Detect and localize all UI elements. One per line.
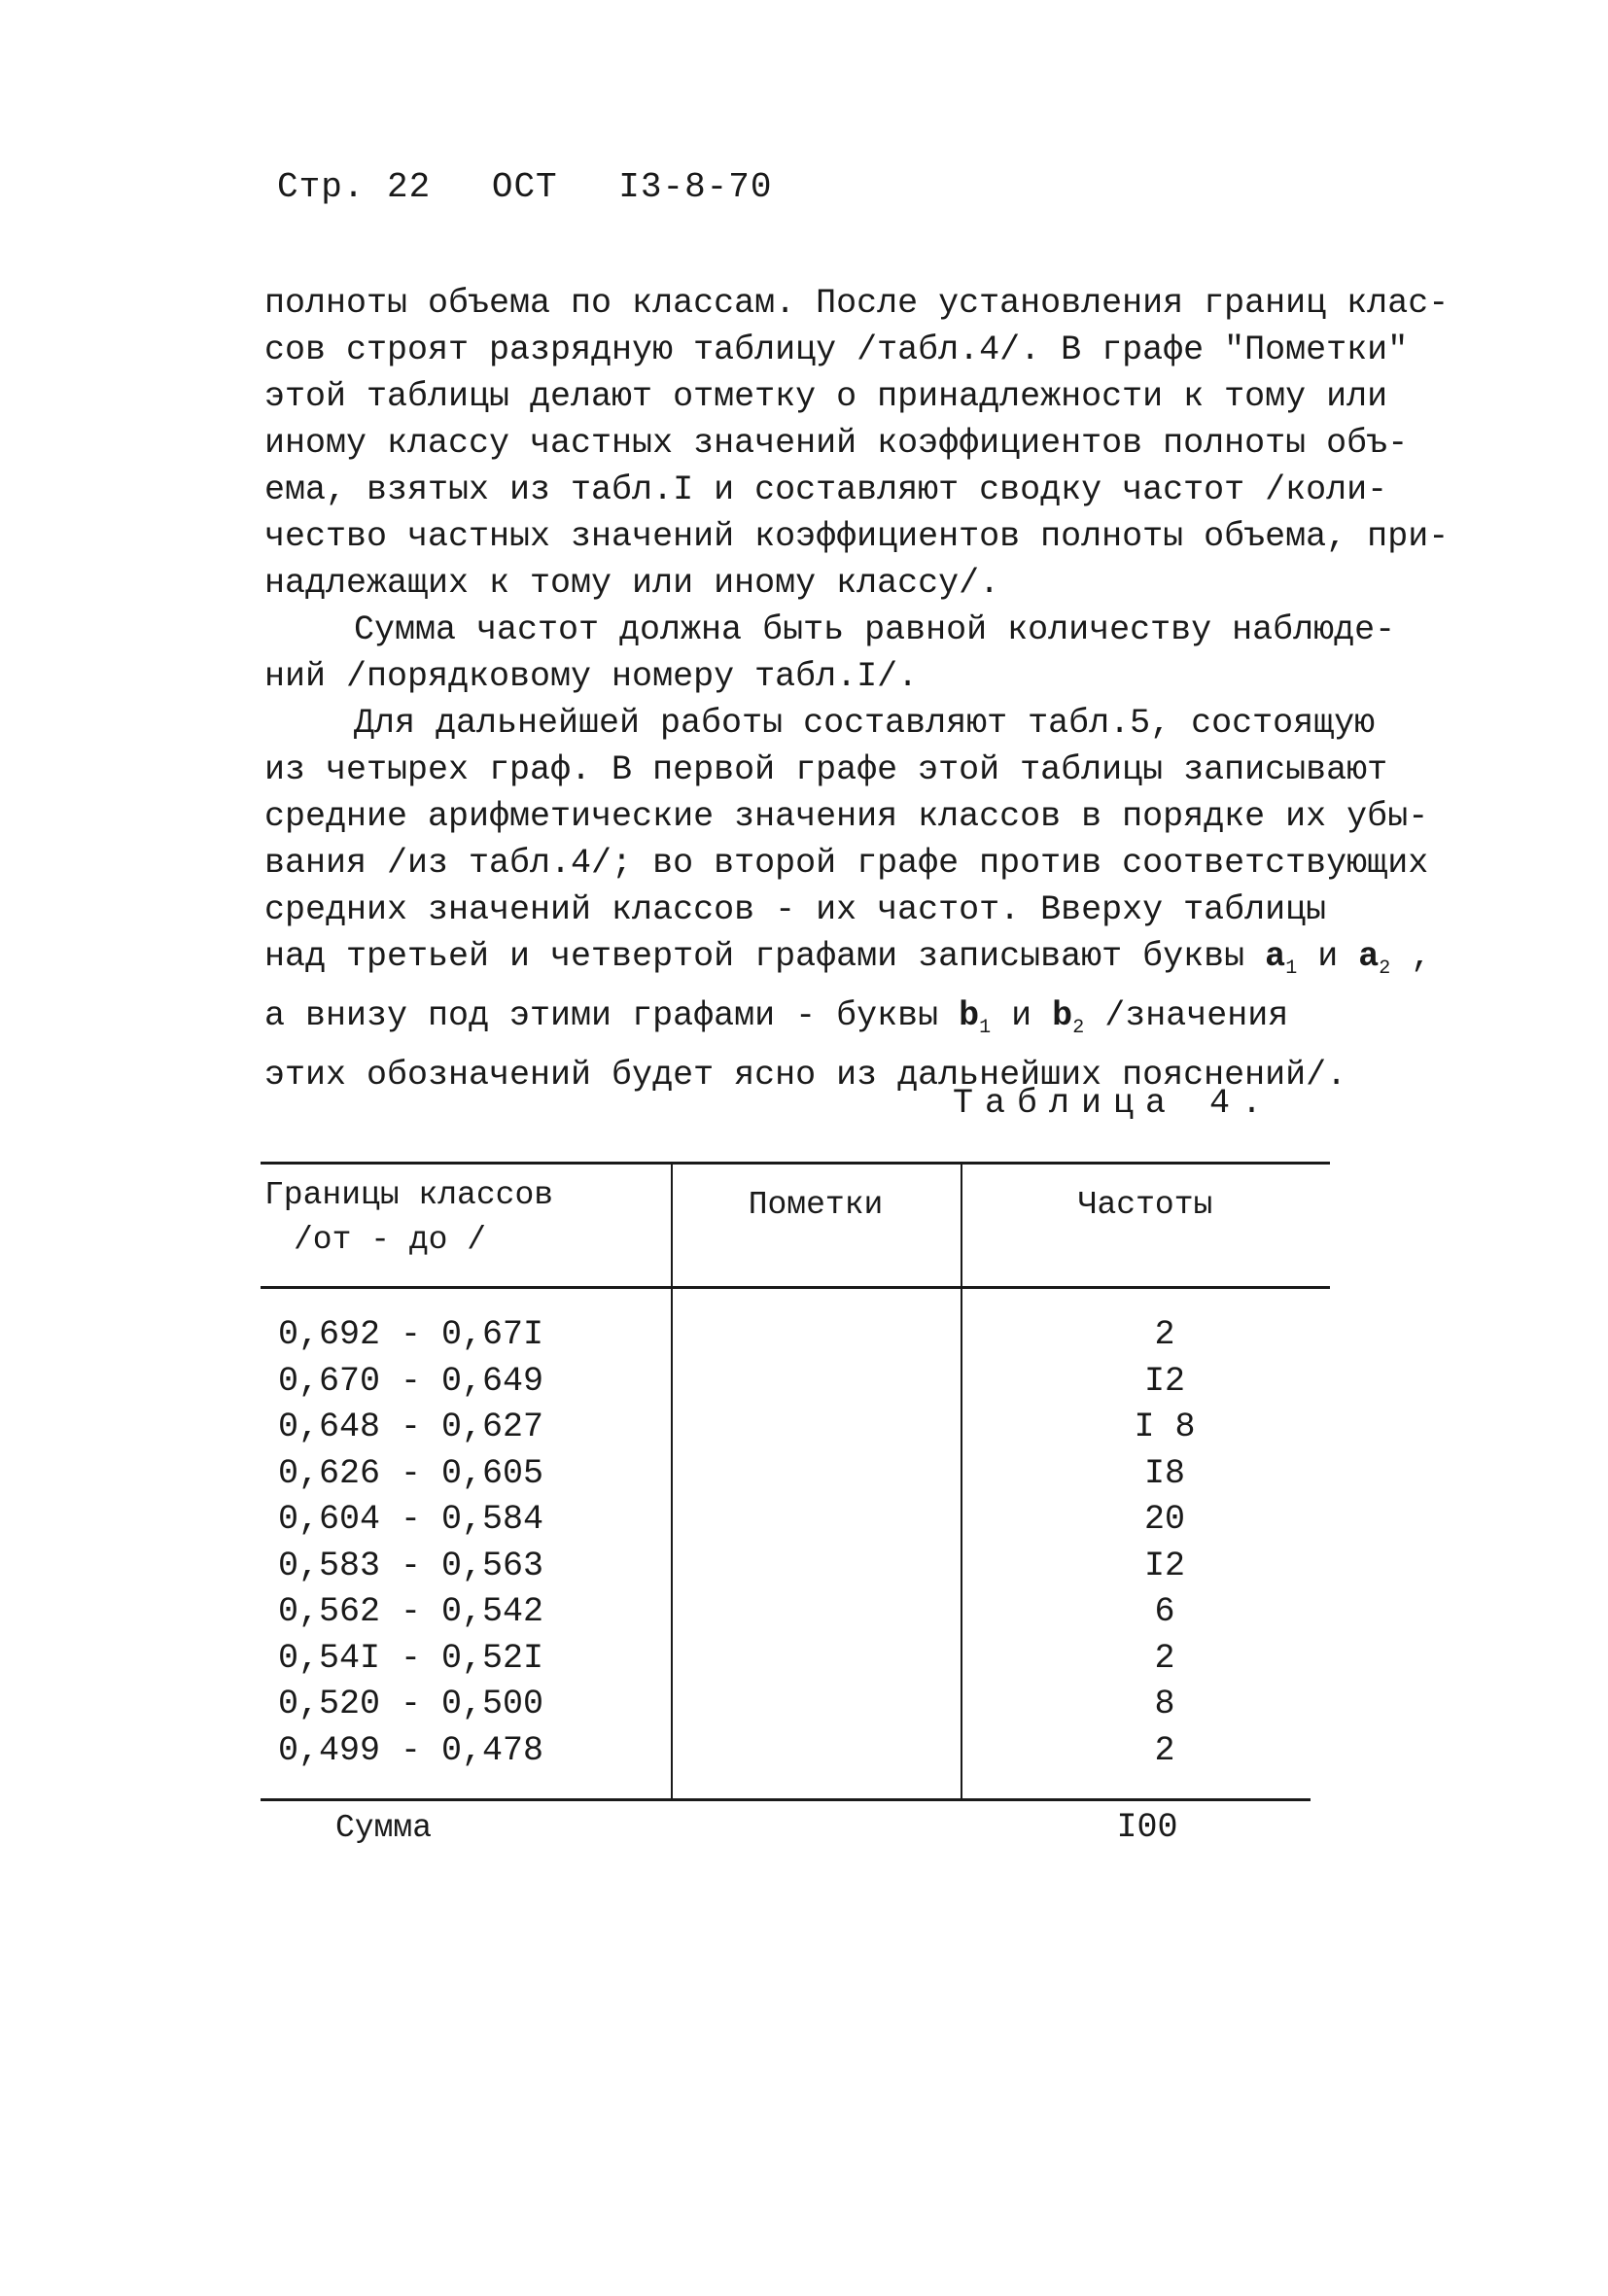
table-row: [278, 1451, 1250, 1498]
text-line: ний /порядковому номеру табл.I/.: [264, 657, 919, 696]
standard-number: I3-8-70: [618, 167, 773, 207]
page-header: [277, 167, 812, 207]
class-range: 0,583 - 0,563: [278, 1546, 544, 1585]
line-text: ,: [1390, 937, 1432, 976]
text-line: Для дальнейшей работы составляют табл.5, состоящую: [354, 704, 1376, 743]
table-row: [278, 1359, 1250, 1406]
text-line-with-symbols-b: [264, 992, 1353, 1052]
frequency: 8: [1154, 1685, 1175, 1723]
subscript: 2: [1072, 1017, 1085, 1039]
text-line: надлежащих к тому или иному классу/.: [264, 564, 1000, 603]
class-range: 0,648 - 0,627: [278, 1408, 544, 1446]
subscript: 1: [1285, 957, 1298, 980]
table-bottom-rule: [261, 1798, 1311, 1801]
standard-label: ОСТ: [491, 167, 558, 207]
text-line: чество частных значений коэффициентов полноты объема, при-: [264, 517, 1450, 556]
table-row: [278, 1682, 1250, 1728]
frequency: 2: [1154, 1315, 1175, 1354]
frequency: 2: [1154, 1638, 1175, 1678]
header-marks: Пометки: [748, 1187, 884, 1223]
line-text: а внизу под этими графами - буквы: [264, 996, 960, 1035]
symbol-b2: b: [1052, 996, 1073, 1035]
table-row: [278, 1405, 1250, 1451]
frequency: I 8: [1134, 1408, 1196, 1446]
class-range: 0,54I - 0,52I: [278, 1638, 544, 1678]
frequency: 20: [1143, 1500, 1185, 1539]
sum-label: Сумма: [335, 1810, 433, 1846]
symbol-a1: a: [1265, 937, 1286, 976]
class-range: 0,670 - 0,649: [278, 1361, 544, 1401]
table-row: [278, 1544, 1250, 1590]
text-line: из четырех граф. В первой графе этой таблицы записывают: [264, 750, 1388, 789]
frequency: 2: [1154, 1730, 1175, 1770]
text-line: сов строят разрядную таблицу /табл.4/. В графе "Пометки": [264, 330, 1409, 369]
page-number: Стр. 22: [277, 167, 432, 207]
class-range: 0,499 - 0,478: [278, 1730, 544, 1770]
table-4: [261, 1162, 1330, 1803]
table-row: [278, 1497, 1250, 1544]
table-row: [278, 1636, 1250, 1683]
body-text: [264, 280, 1450, 1098]
table-row: [278, 1589, 1250, 1636]
class-range: 0,520 - 0,500: [278, 1685, 544, 1723]
line-text: над третьей и четвертой графами записывают буквы: [264, 937, 1266, 976]
text-line-with-symbols-a: [264, 933, 1432, 992]
frequency: 6: [1154, 1592, 1175, 1631]
header-class-bounds: [264, 1173, 553, 1263]
table-header-rule: [261, 1286, 1330, 1289]
sum-value: I00: [1116, 1808, 1178, 1847]
table-caption: Таблица 4.: [953, 1084, 1275, 1123]
text-line: этих обозначений будет ясно из дальнейших пояснений/.: [264, 1056, 1347, 1095]
class-range: 0,626 - 0,605: [278, 1453, 544, 1493]
frequency: I8: [1143, 1453, 1185, 1493]
header-text: /от - до /: [294, 1222, 487, 1258]
class-range: 0,604 - 0,584: [278, 1500, 544, 1539]
header-text: Границы классов: [264, 1177, 554, 1213]
header-frequencies: Частоты: [1077, 1187, 1213, 1223]
text-line: средних значений классов - их частот. Вверху таблицы: [264, 890, 1327, 929]
subscript: 2: [1379, 957, 1391, 980]
text-line: этой таблицы делают отметку о принадлежности к тому или: [264, 377, 1388, 416]
frequency: I2: [1143, 1546, 1185, 1585]
table-body: [278, 1312, 1250, 1774]
line-text: и: [1297, 937, 1359, 976]
frequency: I2: [1143, 1361, 1185, 1401]
class-range: 0,562 - 0,542: [278, 1592, 544, 1631]
text-line: Сумма частот должна быть равной количеству наблюде-: [354, 610, 1396, 649]
table-row: [278, 1728, 1250, 1775]
class-range: 0,692 - 0,67I: [278, 1315, 544, 1354]
symbol-a2: a: [1358, 937, 1380, 976]
paragraph-3: [264, 700, 1432, 1098]
table-top-rule: [261, 1162, 1330, 1165]
text-line: полноты объема по классам. После установления границ клас-: [264, 284, 1450, 323]
symbol-b1: b: [959, 996, 980, 1035]
paragraph-1: [264, 280, 1450, 607]
text-line: иному классу частных значений коэффициентов полноты объ-: [264, 424, 1409, 463]
line-text: /значения: [1084, 996, 1289, 1035]
paragraph-2: [264, 607, 1396, 700]
line-text: и: [991, 996, 1053, 1035]
text-line: средние арифметические значения классов в порядке их убы-: [264, 797, 1429, 836]
text-line: вания /из табл.4/; во второй графе против соответствующих: [264, 844, 1429, 883]
table-row: [278, 1312, 1250, 1359]
subscript: 1: [979, 1017, 992, 1039]
text-line: ема, взятых из табл.I и составляют сводку частот /коли-: [264, 470, 1388, 509]
